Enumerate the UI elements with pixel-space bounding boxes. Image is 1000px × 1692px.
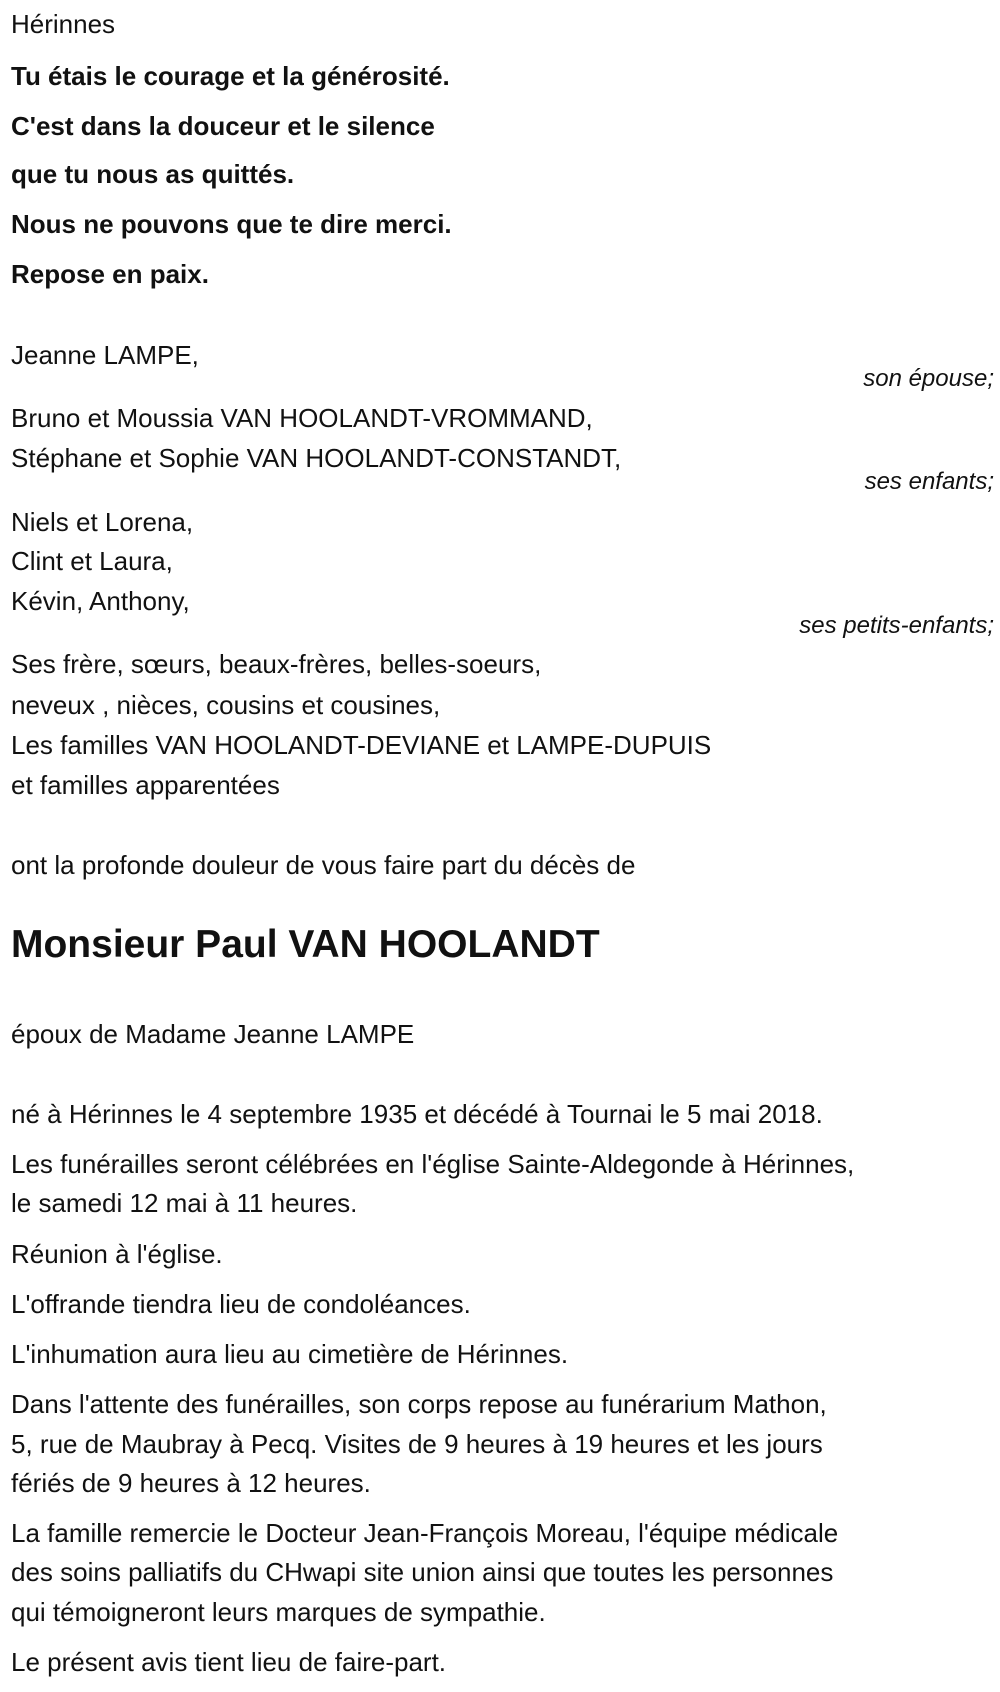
- location: Hérinnes: [11, 9, 116, 39]
- child-name: Bruno et Moussia VAN HOOLANDT-VROMMAND,: [11, 403, 593, 433]
- detail-line: né à Hérinnes le 4 septembre 1935 et décédé à Tournai le 5 mai 2018.: [11, 1099, 823, 1129]
- poem-line: Repose en paix.: [11, 259, 209, 289]
- poem-line: que tu nous as quittés.: [11, 159, 295, 189]
- poem-line: Tu étais le courage et la générosité.: [11, 61, 450, 91]
- detail-line: 5, rue de Maubray à Pecq. Visites de 9 heures à 19 heures et les jours: [11, 1429, 823, 1459]
- detail-line: le samedi 12 mai à 11 heures.: [11, 1188, 358, 1218]
- children-role: ses enfants;: [864, 468, 994, 495]
- detail-line: Le présent avis tient lieu de faire-part.: [11, 1647, 447, 1677]
- spouse-name: Jeanne LAMPE,: [11, 340, 199, 370]
- grandchild-name: Clint et Laura,: [11, 546, 173, 576]
- poem-line: C'est dans la douceur et le silence: [11, 111, 435, 141]
- relatives-line: Les familles VAN HOOLANDT-DEVIANE et LAMPE-DUPUIS: [11, 730, 712, 760]
- relatives-line: et familles apparentées: [11, 770, 280, 800]
- detail-line: Réunion à l'église.: [11, 1239, 223, 1269]
- announcement: ont la profonde douleur de vous faire part du décès de: [11, 850, 636, 880]
- detail-line: La famille remercie le Docteur Jean-François Moreau, l'équipe médicale: [11, 1518, 839, 1548]
- grandchild-name: Kévin, Anthony,: [11, 586, 190, 616]
- spouse-role: son épouse;: [863, 365, 994, 392]
- detail-line: fériés de 9 heures à 12 heures.: [11, 1468, 371, 1498]
- child-name: Stéphane et Sophie VAN HOOLANDT-CONSTANDT,: [11, 443, 622, 473]
- deceased-name: Monsieur Paul VAN HOOLANDT: [11, 923, 600, 966]
- grandchild-name: Niels et Lorena,: [11, 507, 194, 537]
- poem-line: Nous ne pouvons que te dire merci.: [11, 209, 452, 239]
- detail-line: L'inhumation aura lieu au cimetière de Hérinnes.: [11, 1339, 569, 1369]
- relatives-line: neveux , nièces, cousins et cousines,: [11, 690, 441, 720]
- relatives-line: Ses frère, sœurs, beaux-frères, belles-soeurs,: [11, 649, 542, 679]
- detail-line: Les funérailles seront célébrées en l'église Sainte-Aldegonde à Hérinnes,: [11, 1149, 855, 1179]
- detail-line: L'offrande tiendra lieu de condoléances.: [11, 1289, 471, 1319]
- grandchildren-role: ses petits-enfants;: [799, 612, 994, 639]
- detail-line: Dans l'attente des funérailles, son corps repose au funérarium Mathon,: [11, 1389, 827, 1419]
- spouse-of: époux de Madame Jeanne LAMPE: [11, 1019, 415, 1049]
- detail-line: des soins palliatifs du CHwapi site union ainsi que toutes les personnes: [11, 1557, 834, 1587]
- detail-line: qui témoigneront leurs marques de sympathie.: [11, 1597, 546, 1627]
